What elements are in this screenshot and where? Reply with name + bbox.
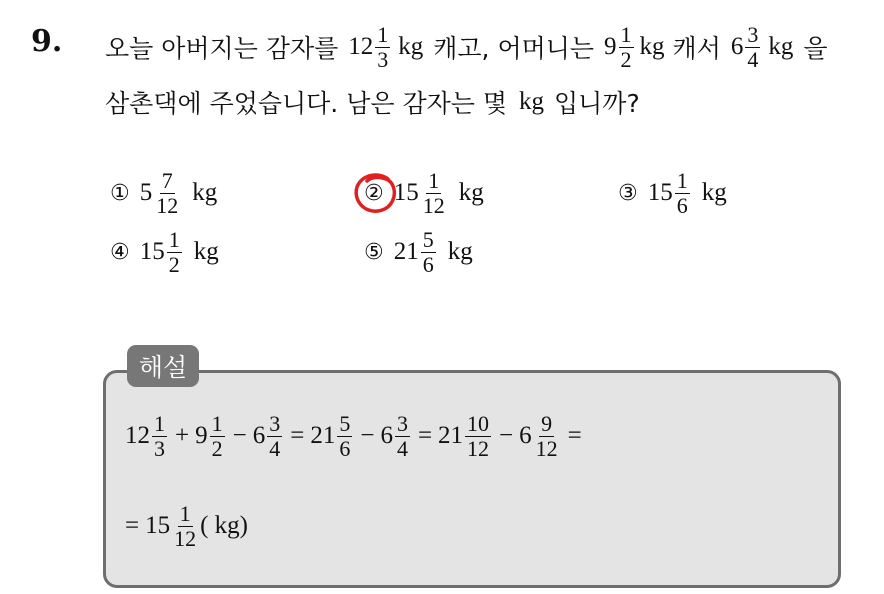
operator: = bbox=[290, 422, 305, 449]
fraction: $\frac{7}{12}$ bbox=[156, 167, 179, 218]
operator: + bbox=[175, 422, 190, 449]
choice-number: ④ bbox=[110, 239, 130, 265]
fraction: $\frac{3}{4}$ bbox=[269, 410, 281, 461]
mixed-number: 15 $\frac{1}{6}$ bbox=[647, 167, 688, 218]
operator: − bbox=[360, 422, 375, 449]
answer-circle-mark bbox=[352, 171, 400, 217]
mixed-number: 15 $\frac{1}{12}$ bbox=[393, 167, 445, 218]
mixed-number: 21 $\frac{5}{6}$ bbox=[310, 410, 351, 461]
unit: kg bbox=[639, 33, 665, 60]
unit: kg bbox=[192, 179, 218, 206]
operator: − bbox=[499, 422, 514, 449]
unit: ( kg) bbox=[200, 512, 249, 539]
operator: − bbox=[232, 422, 247, 449]
solution-label: 해설 bbox=[127, 345, 199, 387]
unit: kg bbox=[701, 179, 727, 206]
choice-number: ⑤ bbox=[364, 239, 384, 265]
choice-number: ② bbox=[364, 181, 384, 206]
mixed-number: 6 $\frac{3}{4}$ bbox=[730, 21, 759, 72]
fraction: $\frac{1}{12}$ bbox=[174, 500, 197, 551]
unit: kg bbox=[193, 238, 219, 265]
fraction: $\frac{9}{12}$ bbox=[535, 410, 558, 461]
choice-number: ① bbox=[110, 180, 130, 206]
question-text: 캐서 bbox=[672, 34, 721, 63]
operator: = bbox=[417, 422, 433, 449]
choice-3[interactable] bbox=[618, 165, 727, 221]
mixed-number: 12 $\frac{1}{3}$ bbox=[125, 410, 165, 461]
choice-4[interactable] bbox=[110, 224, 219, 280]
fraction: $\frac{3}{4}$ bbox=[747, 21, 759, 72]
mixed-number: 15 $\frac{1}{2}$ bbox=[139, 226, 180, 277]
fraction: $\frac{1}{2}$ bbox=[620, 21, 632, 72]
question-line-1 bbox=[105, 22, 828, 72]
fraction: $\frac{3}{4}$ bbox=[396, 410, 408, 461]
mixed-number: 15 $\frac{1}{12}$ bbox=[145, 500, 197, 551]
mixed-number: 9 $\frac{1}{2}$ bbox=[604, 21, 632, 72]
question-text: 오늘 아버지는 감자를 bbox=[105, 34, 339, 63]
fraction: $\frac{1}{12}$ bbox=[422, 167, 445, 218]
unit: kg bbox=[458, 179, 484, 206]
fraction: $\frac{5}{6}$ bbox=[422, 226, 434, 277]
question-text: 을 bbox=[803, 34, 828, 63]
mixed-number: 21 $\frac{5}{6}$ bbox=[393, 226, 434, 277]
mixed-number: 6 $\frac{9}{12}$ bbox=[519, 410, 558, 461]
fraction: $\frac{1}{2}$ bbox=[211, 410, 223, 461]
choice-1[interactable] bbox=[110, 165, 217, 221]
question-text: 삼촌댁에 주었습니다. 남은 감자는 몇 bbox=[105, 89, 507, 118]
question-text: 입니까? bbox=[554, 89, 640, 118]
unit: kg bbox=[519, 88, 544, 115]
mixed-number: 5 $\frac{7}{12}$ bbox=[139, 167, 179, 218]
mixed-number: 9 $\frac{1}{2}$ bbox=[195, 410, 223, 461]
unit: kg bbox=[447, 238, 473, 265]
fraction: $\frac{1}{3}$ bbox=[154, 410, 165, 461]
question-line-2 bbox=[105, 84, 640, 120]
unit: kg bbox=[768, 33, 794, 60]
fraction: $\frac{5}{6}$ bbox=[339, 410, 351, 461]
choice-2[interactable] bbox=[364, 165, 484, 221]
mixed-number: 21 $\frac{10}{12}$ bbox=[438, 410, 490, 461]
question-number: 9. bbox=[31, 24, 63, 59]
choice-number: ③ bbox=[618, 180, 638, 206]
solution-line-1 bbox=[125, 408, 588, 464]
mixed-number: 6 $\frac{3}{4}$ bbox=[380, 410, 408, 461]
unit: kg bbox=[398, 33, 424, 60]
fraction: $\frac{1}{6}$ bbox=[676, 167, 688, 218]
choice-5[interactable] bbox=[364, 224, 473, 280]
operator: = bbox=[567, 422, 582, 449]
solution-line-2 bbox=[125, 498, 248, 554]
question-text: 캐고, 어머니는 bbox=[433, 34, 595, 63]
mixed-number: 12 $\frac{1}{3}$ bbox=[348, 21, 389, 72]
mixed-number: 6 $\frac{3}{4}$ bbox=[252, 410, 281, 461]
fraction: $\frac{10}{12}$ bbox=[467, 410, 490, 461]
fraction: $\frac{1}{3}$ bbox=[377, 21, 389, 72]
fraction: $\frac{1}{2}$ bbox=[168, 226, 180, 277]
operator: = bbox=[125, 512, 140, 539]
solution-box bbox=[103, 370, 841, 588]
